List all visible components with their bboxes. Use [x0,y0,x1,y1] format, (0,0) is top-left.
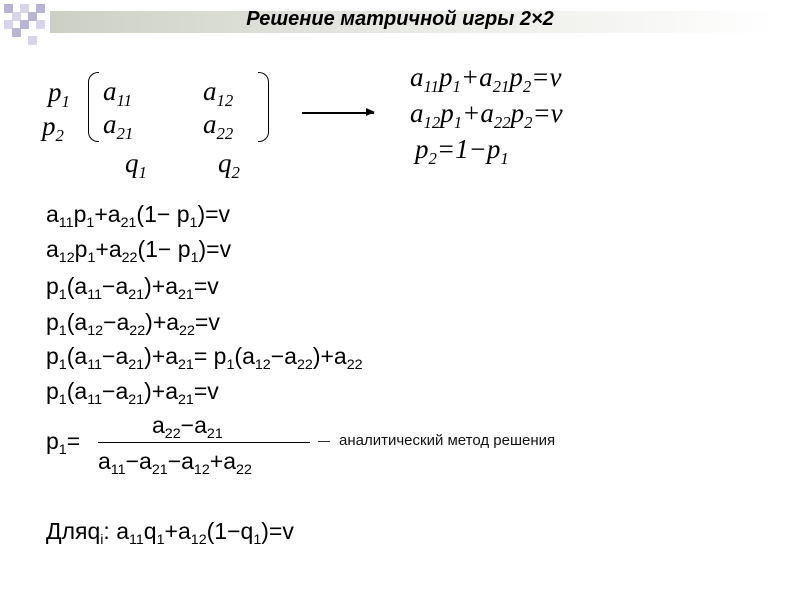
math-token: a [152,412,165,438]
math-subscript: 1 [58,441,67,458]
math-token: a [410,62,424,92]
matrix-col-label-2 [218,148,240,182]
math-token: a [74,309,88,335]
math-token: = [193,343,214,369]
math-subscript: 21 [151,461,168,478]
derivation-line-5 [46,343,363,373]
math-token: )+ [144,273,166,299]
math-subscript: 21 [128,356,145,373]
math-token: − [270,343,285,369]
math-token: (1− [137,236,178,262]
math-token: a [177,518,191,544]
math-subscript: 1 [58,356,67,373]
math-subscript: 12 [58,249,75,266]
math-token: a [139,448,152,474]
math-subscript: 21 [177,391,194,408]
math-subscript: 1 [61,91,70,111]
math-subscript: 12 [193,461,210,478]
math-token: p [415,134,429,164]
matrix-cell-a22 [203,109,234,143]
math-token: − [102,378,116,404]
math-token: a [194,412,207,438]
math-subscript: 22 [493,112,511,132]
math-token: a [115,378,129,404]
math-subscript: 12 [423,112,441,132]
q-equation [46,518,294,548]
decor-square [28,36,37,45]
derivation-line-3 [46,273,219,303]
math-token: + [462,98,481,128]
math-token: a [115,273,129,299]
math-subscript: 12 [216,90,234,110]
arrow-icon [302,112,374,114]
math-token: p [74,236,88,262]
math-token: =v [193,273,219,299]
matrix-cell-a12 [203,76,234,110]
math-subscript: 12 [190,531,207,548]
math-token: − [167,448,182,474]
math-subscript: 1 [226,356,235,373]
math-token: a [203,76,217,106]
math-subscript: 2 [428,148,437,168]
math-subscript: 1 [156,531,165,548]
math-subscript: 1 [138,162,147,182]
math-token: − [180,412,195,438]
math-token: a [203,109,217,139]
math-token: − [102,273,116,299]
math-token: )+ [312,343,334,369]
math-token: − [102,343,116,369]
system-equation-2 [410,98,563,132]
math-subscript: 1 [452,76,461,96]
math-subscript: 21 [128,391,145,408]
math-subscript: 12 [254,356,271,373]
math-token: q [218,148,232,178]
math-token: ( [66,309,75,335]
fraction-bar [98,442,310,443]
math-subscript: 21 [120,214,137,231]
matrix-cell-a11 [103,76,132,110]
math-subscript: 1 [58,391,67,408]
math-token: p [46,428,59,454]
math-token: a [165,343,178,369]
method-note: аналитический метод решения [339,432,556,449]
math-subscript: 12 [87,322,104,339]
math-token: p [486,134,501,164]
math-token: p [46,343,59,369]
math-subscript: 22 [129,322,146,339]
derivation-line-4 [46,309,220,339]
math-token: q [240,518,254,544]
math-token: Для [46,518,88,544]
math-token: + [209,448,224,474]
math-token: a [98,448,111,474]
math-subscript: 11 [129,531,144,548]
math-token: =v [532,98,563,128]
note-dash [318,441,330,442]
math-token: a [479,62,493,92]
math-token: p [46,378,59,404]
math-token: a [181,448,194,474]
math-subscript: 11 [87,391,102,408]
math-token: a [107,201,121,227]
math-subscript: 21 [177,286,194,303]
math-token: ( [234,343,243,369]
math-token: p [509,62,523,92]
math-token: a [46,236,59,262]
math-subscript: 1 [86,214,95,231]
math-subscript: 2 [524,112,533,132]
derivation-line-6 [46,378,219,408]
math-token: a [116,518,129,544]
math-token: (1− [136,201,177,227]
math-token: ( [66,273,75,299]
math-token: a [165,378,178,404]
math-token: q [143,518,157,544]
math-subscript: 22 [346,356,363,373]
math-token: p [213,343,227,369]
math-subscript: 22 [164,425,181,442]
math-subscript: 1 [87,249,96,266]
fraction-denominator [98,448,252,478]
math-token: )+ [145,309,167,335]
system-equation-1 [410,62,562,96]
math-token: − [125,448,140,474]
math-token: a [74,378,88,404]
system-equation-3 [415,134,509,168]
math-subscript: 11 [423,76,439,96]
matrix-right-paren [258,72,269,142]
math-token: )=v [197,201,231,227]
math-token: + [164,518,178,544]
math-token: : [103,518,117,544]
math-token: q [125,148,139,178]
math-token: )=v [198,236,232,262]
math-token: p [176,201,190,227]
math-token: a [46,201,59,227]
math-token: =v [193,378,219,404]
math-subscript: 21 [116,123,134,143]
math-token: a [108,236,122,262]
page-title: Решение матричной игры 2×2 [246,8,554,30]
math-token: a [410,98,424,128]
math-token: a [115,343,129,369]
math-subscript: 1 [58,286,67,303]
matrix-row-label-2 [42,111,64,145]
math-token: a [480,98,494,128]
math-token: a [165,273,178,299]
derivation-line-1 [46,201,231,231]
math-subscript: 2 [55,125,64,145]
math-subscript: 1 [190,249,199,266]
math-token: p [48,77,62,107]
math-token: a [74,273,88,299]
math-token: q [87,518,101,544]
math-subscript: 22 [179,322,195,339]
math-subscript: 11 [87,356,102,373]
math-subscript: 22 [236,461,252,478]
math-subscript: 21 [492,76,510,96]
math-token: =1− [436,134,487,164]
math-token: a [284,343,297,369]
math-subscript: 21 [128,286,145,303]
math-token: a [223,448,237,474]
math-token: a [103,109,117,139]
math-subscript: 21 [206,425,223,442]
math-subscript: 11 [58,214,74,231]
math-token: p [510,98,525,128]
math-token: p [177,236,191,262]
math-subscript: 1 [189,214,198,231]
math-subscript: 1 [500,148,509,168]
math-token: + [460,62,480,92]
math-token: p [73,201,87,227]
math-subscript: 11 [116,90,132,110]
matrix-row-label-1 [48,77,70,111]
math-token: − [103,309,117,335]
derivation-line-2 [46,236,232,266]
math-token: a [166,309,180,335]
math-token: a [116,309,130,335]
math-subscript: 1 [253,531,262,548]
matrix-col-label-1 [125,148,147,182]
math-token: (1− [206,518,241,544]
fraction-lhs [46,428,81,458]
math-token: = [66,428,81,454]
math-token: ( [66,378,75,404]
math-token: =v [194,309,220,335]
math-subscript: 21 [177,356,194,373]
math-token: p [42,111,56,141]
math-token: =v [531,62,562,92]
math-subscript: 22 [121,249,138,266]
math-subscript: i [100,531,104,548]
math-token: ( [66,343,75,369]
math-token: + [95,236,109,262]
matrix-cell-a21 [103,109,134,143]
math-subscript: 11 [87,286,102,303]
math-subscript: 1 [453,112,463,132]
math-subscript: 22 [296,356,313,373]
math-token: a [333,343,347,369]
math-subscript: 2 [522,76,532,96]
math-token: a [103,76,117,106]
math-subscript: 2 [231,162,240,182]
math-token: )+ [144,343,166,369]
math-token: a [74,343,88,369]
math-token: )=v [261,518,294,544]
matrix-left-paren [88,72,99,142]
math-token: p [439,62,453,92]
math-token: p [440,98,454,128]
math-token: p [46,273,59,299]
math-token: p [46,309,59,335]
math-subscript: 11 [110,461,126,478]
math-subscript: 22 [216,123,234,143]
math-token: a [242,343,255,369]
math-token: )+ [144,378,166,404]
fraction-numerator [152,412,223,442]
math-subscript: 1 [58,322,67,339]
math-token: + [94,201,108,227]
